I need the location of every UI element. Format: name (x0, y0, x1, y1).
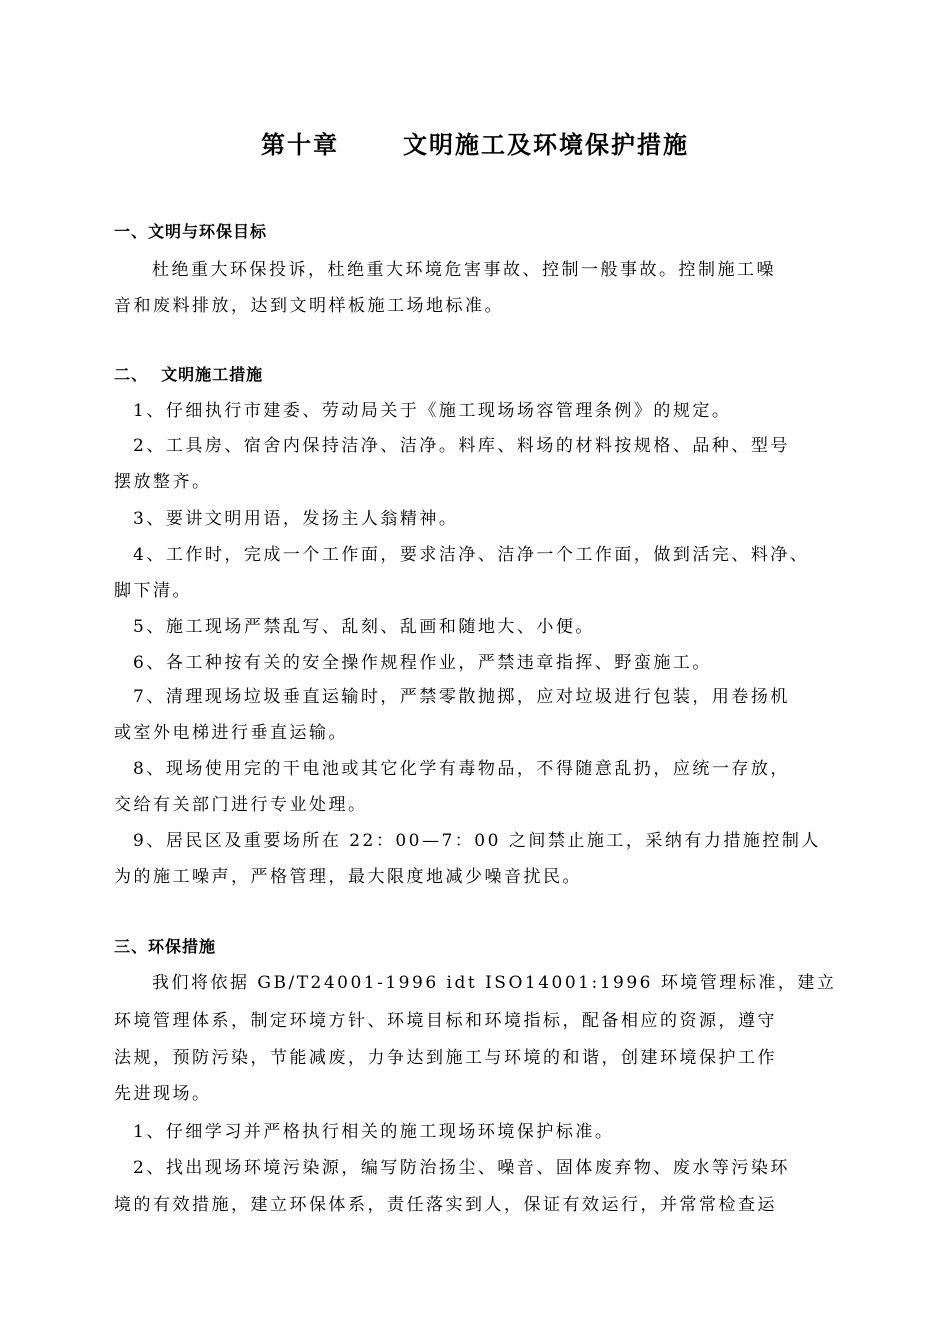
list-item-line: 2、找出现场环境污染源，编写防治扬尘、噪音、固体废弃物、废水等污染环 (133, 1158, 790, 1178)
paragraph-line: 法规，预防污染，节能减废，力争达到施工与环境的和谐，创建环境保护工作 (114, 1048, 777, 1068)
chapter-name: 文明施工及环境保护措施 (403, 131, 689, 159)
paragraph-line: 杜绝重大环保投诉，杜绝重大环境危害事故、控制一般事故。控制施工噪 (152, 260, 776, 280)
paragraph-line: 音和废料排放，达到文明样板施工场地标准。 (114, 296, 504, 316)
list-item-line: 为的施工噪声，严格管理，最大限度地减少噪音扰民。 (114, 867, 582, 887)
list-item-line: 1、仔细执行市建委、劳动局关于《施工现场场容管理条例》的规定。 (133, 401, 732, 421)
list-item-line: 或室外电梯进行垂直运输。 (114, 723, 348, 743)
section-heading-2: 二、 文明施工措施 (114, 365, 264, 384)
paragraph-line: 我们将依据 GB/T24001-1996 idt ISO14001:1996 环境管理标准，建立 (152, 973, 837, 993)
list-item-line: 6、各工种按有关的安全操作规程作业，严禁违章指挥、野蛮施工。 (133, 653, 712, 673)
list-item-line: 境的有效措施，建立环保体系，责任落实到人，保证有效运行，并常常检查运 (114, 1195, 777, 1215)
list-item-line: 9、居民区及重要场所在 22：00—7：00 之间禁止施工，采纳有力措施控制人 (133, 831, 821, 851)
paragraph-line: 环境管理体系，制定环境方针、环境目标和环境指标，配备相应的资源，遵守 (114, 1011, 777, 1031)
paragraph-line: 先进现场。 (114, 1084, 212, 1104)
list-item-line: 4、工作时，完成一个工作面，要求洁净、洁净一个工作面，做到活完、料净、 (133, 545, 810, 565)
list-item-line: 脚下清。 (114, 581, 192, 601)
list-item-line: 摆放整齐。 (114, 472, 212, 492)
section-heading-1: 一、文明与环保目标 (114, 222, 268, 241)
list-item-line: 2、工具房、宿舍内保持洁净、洁净。料库、料场的材料按规格、品种、型号 (133, 436, 790, 456)
list-item-line: 交给有关部门进行专业处理。 (114, 795, 368, 815)
list-item-line: 3、要讲文明用语，发扬主人翁精神。 (133, 509, 459, 529)
list-item-line: 5、施工现场严禁乱写、乱刻、乱画和随地大、小便。 (133, 617, 595, 637)
list-item-line: 8、现场使用完的干电池或其它化学有毒物品，不得随意乱扔，应统一存放， (133, 759, 790, 779)
section-heading-3: 三、环保措施 (114, 937, 217, 956)
list-item-line: 1、仔细学习并严格执行相关的施工现场环境保护标准。 (133, 1122, 615, 1142)
chapter-number: 第十章 (261, 131, 339, 159)
chapter-title (0, 125, 950, 160)
list-item-line: 7、清理现场垃圾垂直运输时，严禁零散抛掷，应对垃圾进行包装，用卷扬机 (133, 687, 790, 707)
